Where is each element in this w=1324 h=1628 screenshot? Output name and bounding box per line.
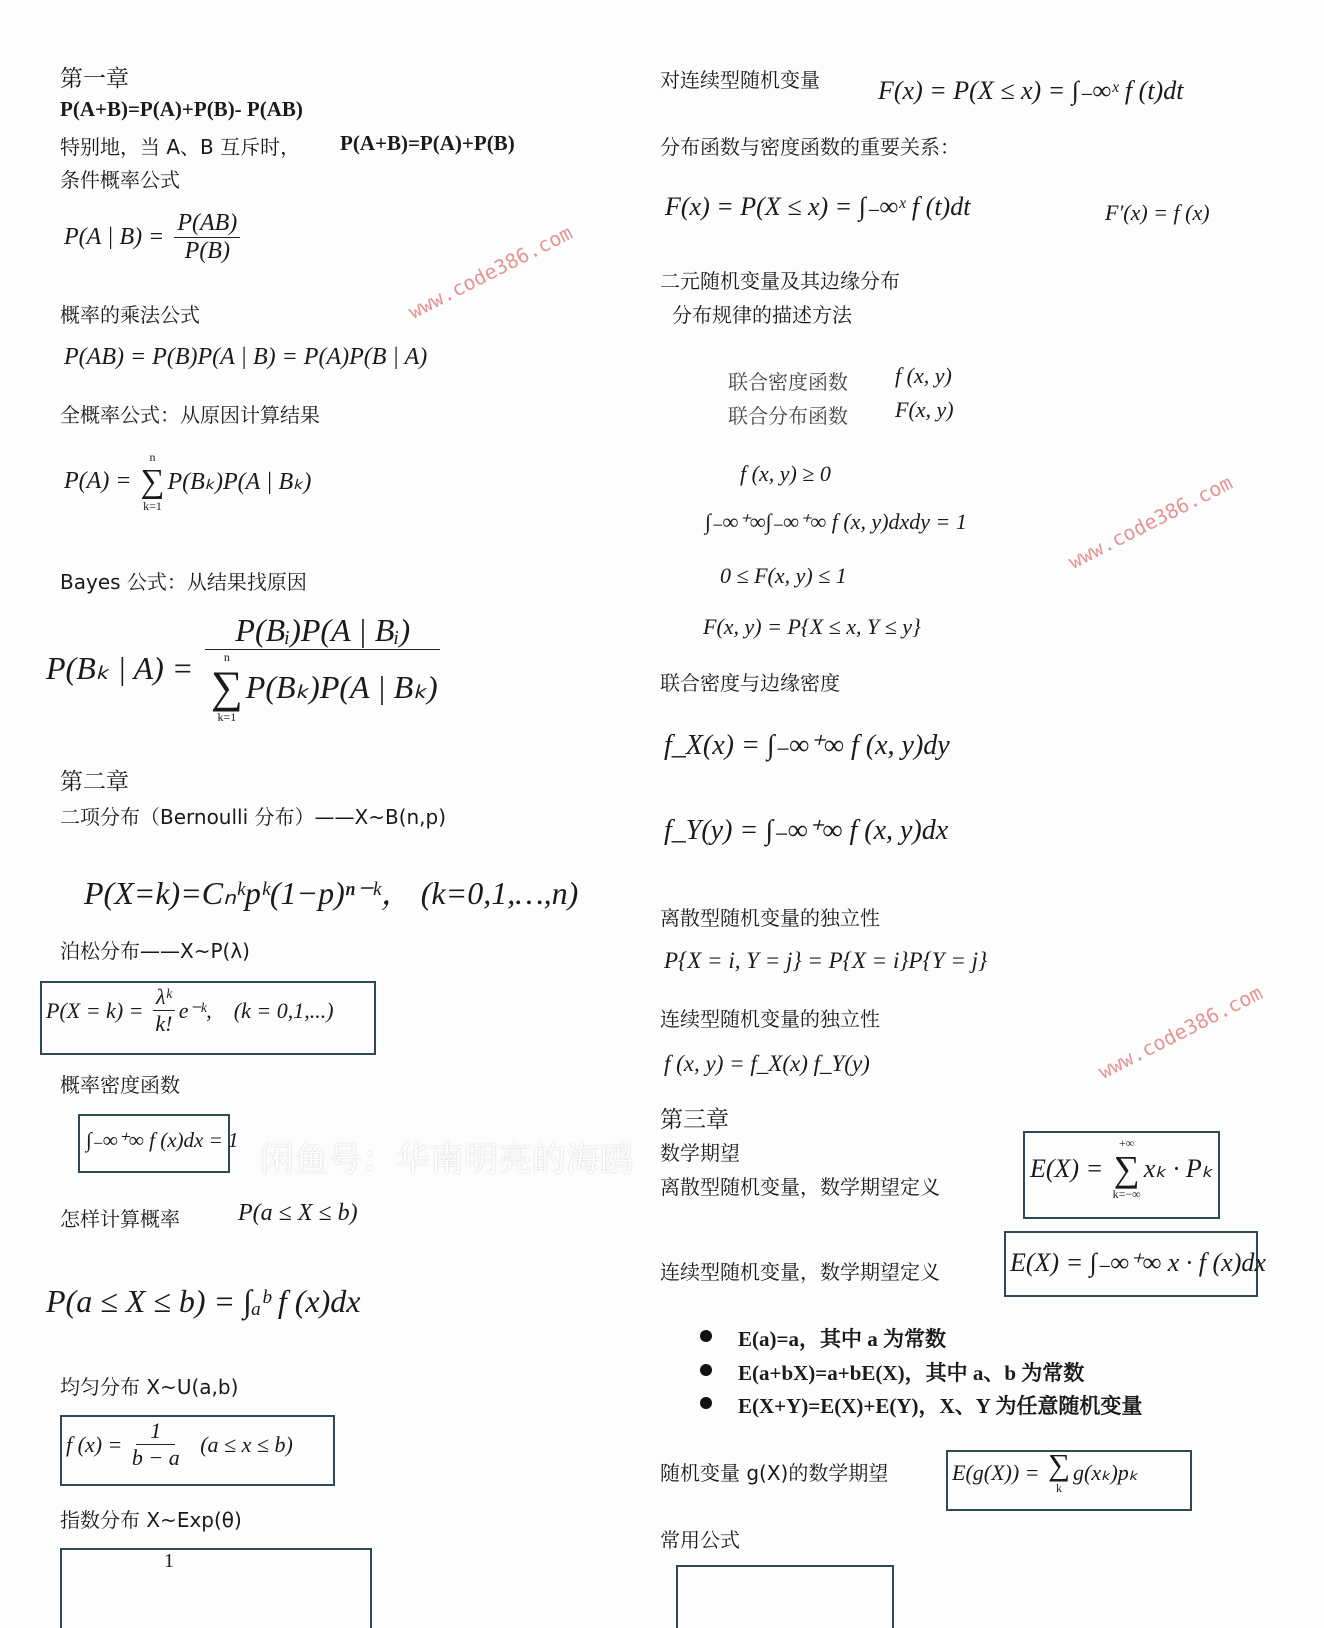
- conditional-title: 条件概率公式: [60, 168, 180, 192]
- joint-distribution-label: 联合分布函数: [728, 404, 848, 428]
- cdf-formula: F(x) = P(X ≤ x) = ∫₋∞ˣ f (t)dt: [878, 76, 1184, 105]
- derivative-formula: F′(x) = f (x): [1105, 200, 1210, 225]
- total-prob-title: 全概率公式：从原因计算结果: [60, 403, 320, 427]
- joint-density: f (x, y): [895, 363, 952, 388]
- exclusive-text: 特别地，当 A、B 互斥时，: [60, 135, 301, 159]
- multiplication-title: 概率的乘法公式: [60, 303, 200, 327]
- lhs: P(X = k) =: [46, 997, 149, 1023]
- fraction: [153, 984, 175, 1037]
- exponential-formula-partial: 1: [164, 1550, 174, 1572]
- prob-expression: P(a ≤ X ≤ b): [238, 1200, 358, 1226]
- bayes-title: Bayes 公式：从结果找原因: [60, 570, 307, 594]
- rhs: P(Bₖ)P(A | Bₖ): [167, 469, 312, 496]
- uniform-title: 均匀分布 X~U(a,b): [60, 1375, 239, 1399]
- bayes-formula: [46, 612, 444, 725]
- sum-upper: +∞: [1119, 1136, 1135, 1150]
- property-item: E(X+Y)=E(X)+E(Y)，X、Y 为任意随机变量: [738, 1394, 1143, 1418]
- chapter-2-heading: 第二章: [60, 769, 129, 795]
- sigma: ∑: [210, 662, 243, 712]
- discrete-independence: P{X = i, Y = j} = P{X = i}P{Y = j}: [664, 948, 988, 973]
- property-bounded: 0 ≤ F(x, y) ≤ 1: [720, 563, 847, 588]
- denominator: k!: [155, 1011, 173, 1036]
- fraction: [205, 612, 440, 725]
- numerator: P(AB): [174, 210, 240, 238]
- sum-icon: [1048, 1450, 1070, 1496]
- denominator-term: P(Bₖ)P(A | Bₖ): [245, 669, 438, 706]
- common-formulas-title: 常用公式: [660, 1528, 740, 1552]
- chapter-1-heading: 第一章: [60, 66, 129, 92]
- lhs: E(g(X)) =: [952, 1459, 1046, 1485]
- exponential-box: [60, 1548, 372, 1628]
- watermark: www.code386.com: [1094, 980, 1267, 1084]
- common-formula-box: [676, 1565, 894, 1628]
- continuous-expectation: E(X) = ∫₋∞⁺∞ x · f (x)dx: [1010, 1248, 1266, 1277]
- property-normalized: ∫₋∞⁺∞∫₋∞⁺∞ f (x, y)dxdy = 1: [705, 509, 967, 534]
- sum-lower: k: [1056, 1480, 1063, 1495]
- marginal-y: f_Y(y) = ∫₋∞⁺∞ f (x, y)dx: [664, 815, 949, 846]
- marginal-title: 联合密度与边缘密度: [660, 671, 840, 695]
- rhs: g(xₖ)pₖ: [1073, 1459, 1139, 1485]
- numerator: P(Bᵢ)P(A | Bᵢ): [205, 612, 440, 650]
- fraction: [132, 1418, 180, 1471]
- discrete-expectation-label: 离散型随机变量，数学期望定义: [660, 1175, 940, 1199]
- conditional-formula: [64, 210, 244, 265]
- exponential-title: 指数分布 X~Exp(θ): [60, 1508, 242, 1532]
- joint-distribution: F(x, y): [895, 397, 954, 422]
- prob-formula: P(a ≤ X ≤ b) = ∫ₐᵇ f (x)dx: [46, 1283, 361, 1319]
- property-item: E(a+bX)=a+bE(X)，其中 a、b 为常数: [738, 1361, 1085, 1385]
- lhs: P(A) =: [64, 468, 138, 495]
- sum-icon: [1113, 1136, 1141, 1202]
- discrete-expectation: [1030, 1136, 1213, 1202]
- total-prob-formula: [64, 450, 311, 514]
- numerator: λᵏ: [153, 984, 175, 1011]
- binomial-title: 二项分布（Bernoulli 分布）——X~B(n,p): [60, 805, 447, 829]
- lhs: f (x) =: [66, 1431, 128, 1457]
- sigma: ∑: [1113, 1149, 1140, 1189]
- description-title: 分布规律的描述方法: [672, 303, 852, 327]
- sum-icon: [211, 650, 243, 725]
- expectation-title: 数学期望: [660, 1141, 740, 1165]
- relation-formula: F(x) = P(X ≤ x) = ∫₋∞ˣ f (t)dt: [665, 192, 971, 221]
- bullet-icon: [700, 1364, 712, 1376]
- rhs: (a ≤ x ≤ b): [183, 1431, 293, 1457]
- property-item: E(a)=a，其中 a 为常数: [738, 1327, 946, 1351]
- continuous-title: 对连续型随机变量: [660, 68, 820, 92]
- marginal-x: f_X(x) = ∫₋∞⁺∞ f (x, y)dy: [664, 730, 950, 761]
- sum-upper: n: [149, 450, 156, 464]
- denominator: [208, 650, 438, 725]
- poisson-title: 泊松分布——X~P(λ): [60, 939, 250, 963]
- watermark: 闲鱼号：华南明亮的海鸥: [260, 1140, 634, 1180]
- addition-rule: P(A+B)=P(A)+P(B)- P(AB): [60, 97, 303, 121]
- bullet-icon: [700, 1330, 712, 1342]
- poisson-formula: [46, 984, 334, 1037]
- density-formula: ∫₋∞⁺∞ f (x)dx = 1: [86, 1128, 239, 1152]
- fraction: [174, 210, 240, 265]
- function-expectation: [952, 1450, 1138, 1496]
- property-nonnegative: f (x, y) ≥ 0: [740, 461, 831, 486]
- lhs: E(X) =: [1030, 1154, 1110, 1184]
- relation-title: 分布函数与密度函数的重要关系：: [660, 135, 960, 159]
- sum-lower: k=−∞: [1112, 1187, 1141, 1202]
- discrete-independence-title: 离散型随机变量的独立性: [660, 906, 880, 930]
- continuous-independence-title: 连续型随机变量的独立性: [660, 1007, 880, 1031]
- continuous-independence: f (x, y) = f_X(x) f_Y(y): [664, 1051, 870, 1076]
- prob-title: 怎样计算概率: [60, 1207, 180, 1231]
- sum-lower: k=1: [217, 709, 237, 724]
- numerator: 1: [136, 1418, 175, 1445]
- uniform-formula: [66, 1418, 293, 1471]
- function-expectation-label: 随机变量 g(X)的数学期望: [660, 1461, 889, 1485]
- density-title: 概率密度函数: [60, 1073, 180, 1097]
- denominator: P(B): [184, 238, 230, 264]
- lhs: P(Bₖ | A) =: [46, 650, 202, 687]
- sigma: ∑: [1048, 1448, 1070, 1482]
- bullet-icon: [700, 1397, 712, 1409]
- rhs: xₖ · Pₖ: [1143, 1154, 1213, 1184]
- binomial-formula: P(X=k)=Cₙᵏpᵏ(1−p)ⁿ⁻ᵏ， (k=0,1,…,n): [84, 875, 579, 911]
- chapter-3-heading: 第三章: [660, 1107, 729, 1133]
- joint-density-label: 联合密度函数: [728, 370, 848, 394]
- sum-lower: k=1: [143, 498, 162, 513]
- watermark: www.code386.com: [404, 220, 577, 324]
- rhs: e⁻ᵏ, (k = 0,1,...): [178, 997, 334, 1023]
- exclusive-formula: P(A+B)=P(A)+P(B): [340, 131, 515, 155]
- denominator: b − a: [131, 1445, 180, 1470]
- bivariate-title: 二元随机变量及其边缘分布: [660, 269, 900, 293]
- lhs: P(A | B) =: [64, 224, 171, 250]
- sum-icon: [141, 450, 165, 514]
- joint-cdf-definition: F(x, y) = P{X ≤ x, Y ≤ y}: [703, 614, 921, 639]
- multiplication-formula: P(AB) = P(B)P(A | B) = P(A)P(B | A): [64, 344, 428, 370]
- sum-upper: n: [223, 650, 230, 664]
- sigma: ∑: [140, 463, 165, 500]
- watermark: www.code386.com: [1064, 470, 1237, 574]
- continuous-expectation-label: 连续型随机变量，数学期望定义: [660, 1260, 940, 1284]
